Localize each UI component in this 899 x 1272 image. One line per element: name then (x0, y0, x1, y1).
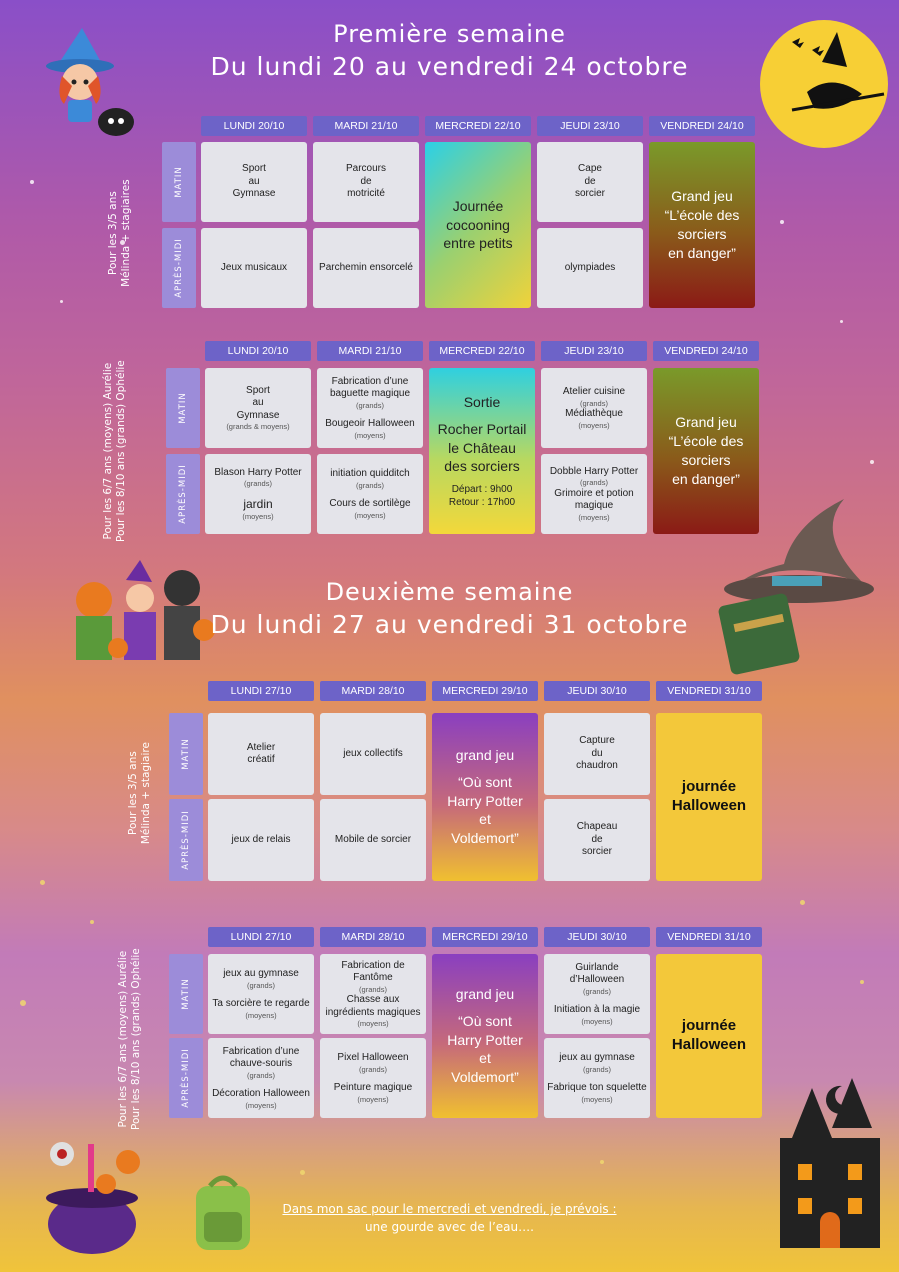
row-label-matin: MATIN (162, 142, 196, 222)
row-label-apres-midi: APRÈS-MIDI (166, 454, 200, 534)
side-label-staff: Mélinda + stagiaires (120, 179, 132, 287)
side-label-age-1: Pour les 6/7 ans (moyens) Aurélie (101, 362, 114, 540)
cell-tue-am: Parcours de motricité (313, 142, 419, 222)
week2-title-block (0, 578, 899, 639)
footer-line-1: Dans mon sac pour le mercredi et vendredi, je prévois : (282, 1202, 617, 1216)
row-label-apres-midi: APRÈS-MIDI (169, 799, 203, 881)
cell-fri-all-day: Grand jeu “L’école des sorciers en danger” (653, 368, 759, 534)
sparkle (860, 980, 864, 984)
cell-mon-am: Sport au Gymnase (grands & moyens) (205, 368, 311, 448)
week1-subtitle: Du lundi 20 au vendredi 24 octobre (210, 52, 689, 81)
cell-mon-pm: Blason Harry Potter (grands) jardin (moyens) (205, 454, 311, 534)
cell-tue-pm: Pixel Halloween (grands) Peinture magique (moyens) (320, 1038, 426, 1118)
cell-wed-all-day: Sortie Rocher Portail le Château des sorciers Départ : 9h00 Retour : 17h00 (429, 368, 535, 534)
cell-mon-pm: jeux de relais (208, 799, 314, 881)
cell-thu-pm: olympiades (537, 228, 643, 308)
week2-group2-side-label (117, 909, 143, 1169)
sparkle (20, 1000, 26, 1006)
cell-mon-pm: Jeux musicaux (201, 228, 307, 308)
cell-tue-pm: Mobile de sorcier (320, 799, 426, 881)
week2-group1-side-label (127, 663, 153, 923)
sparkle (40, 880, 45, 885)
day-header-tue: MARDI 28/10 (320, 681, 426, 701)
row-label-apres-midi: APRÈS-MIDI (162, 228, 196, 308)
sparkle (90, 920, 94, 924)
day-header-mon: LUNDI 27/10 (208, 927, 314, 947)
sparkle (780, 220, 784, 224)
cell-thu-pm: jeux au gymnase (grands) Fabrique ton squelette (moyens) (544, 1038, 650, 1118)
sparkle (800, 900, 805, 905)
cell-thu-am: Atelier cuisine (grands) Médiathèque (moyens) (541, 368, 647, 448)
sparkle (840, 320, 843, 323)
row-label-matin: MATIN (169, 713, 203, 795)
cell-wed-all-day: grand jeu “Où sont Harry Potter et Voldemort” (432, 954, 538, 1118)
week1-group2-side-label (102, 321, 128, 581)
sparkle (870, 460, 874, 464)
footer-line-2: une gourde avec de l’eau…. (365, 1220, 534, 1234)
cell-thu-pm: Chapeau de sorcier (544, 799, 650, 881)
day-header-thu: JEUDI 23/10 (541, 341, 647, 361)
sparkle (600, 1160, 604, 1164)
day-header-mon: LUNDI 20/10 (201, 116, 307, 136)
side-label-staff: Mélinda + stagiaire (140, 742, 152, 845)
cell-fri-all-day: journée Halloween (656, 713, 762, 881)
day-header-fri: VENDREDI 24/10 (649, 116, 755, 136)
cell-tue-am: Fabrication de Fantôme (grands) Chasse aux ingrédients magiques (moyens) (320, 954, 426, 1034)
day-header-wed: MERCREDI 29/10 (432, 927, 538, 947)
side-label-age-2: Pour les 8/10 ans (grands) Ophélie (130, 948, 142, 1131)
side-label-age-1: Pour les 6/7 ans (moyens) Aurélie (116, 950, 129, 1128)
day-header-thu: JEUDI 30/10 (544, 927, 650, 947)
day-header-fri: VENDREDI 31/10 (656, 927, 762, 947)
cell-tue-am: Fabrication d’une baguette magique (grands) Bougeoir Halloween (moyens) (317, 368, 423, 448)
day-header-mon: LUNDI 20/10 (205, 341, 311, 361)
cell-mon-am: Sport au Gymnase (201, 142, 307, 222)
cell-thu-pm: Dobble Harry Potter (grands) Grimoire et potion magique (moyens) (541, 454, 647, 534)
day-header-fri: VENDREDI 24/10 (653, 341, 759, 361)
cell-fri-all-day: Grand jeu “L’école des sorciers en danger” (649, 142, 755, 308)
sparkle (60, 300, 63, 303)
side-label-age: Pour les 3/5 ans (106, 191, 119, 275)
day-header-tue: MARDI 28/10 (320, 927, 426, 947)
day-header-tue: MARDI 21/10 (313, 116, 419, 136)
day-header-thu: JEUDI 23/10 (537, 116, 643, 136)
week2-subtitle: Du lundi 27 au vendredi 31 octobre (210, 610, 689, 639)
cell-fri-all-day: journée Halloween (656, 954, 762, 1118)
side-label-age: Pour les 3/5 ans (126, 751, 139, 835)
week2-title: Deuxième semaine (325, 578, 574, 606)
cell-mon-am: jeux au gymnase (grands) Ta sorcière te regarde (moyens) (208, 954, 314, 1034)
week1-title-block (0, 20, 899, 81)
cell-tue-pm: Parchemin ensorcelé (313, 228, 419, 308)
footer-note (220, 1200, 679, 1236)
sparkle (300, 1170, 305, 1175)
day-header-mon: LUNDI 27/10 (208, 681, 314, 701)
day-header-wed: MERCREDI 29/10 (432, 681, 538, 701)
cell-tue-am: jeux collectifs (320, 713, 426, 795)
sparkle (30, 180, 34, 184)
cell-thu-am: Guirlande d’Halloween (grands) Initiation à la magie (moyens) (544, 954, 650, 1034)
cell-tue-pm: initiation quidditch (grands) Cours de sortilège (moyens) (317, 454, 423, 534)
cell-wed-all-day: Journée cocooning entre petits (425, 142, 531, 308)
row-label-apres-midi: APRÈS-MIDI (169, 1038, 203, 1118)
side-label-age-2: Pour les 8/10 ans (grands) Ophélie (115, 360, 127, 543)
cell-mon-am: Atelier créatif (208, 713, 314, 795)
cell-mon-pm: Fabrication d’une chauve-souris (grands) Décoration Halloween (moyens) (208, 1038, 314, 1118)
cell-thu-am: Capture du chaudron (544, 713, 650, 795)
haunted-house-illustration (762, 1068, 894, 1258)
day-header-wed: MERCREDI 22/10 (425, 116, 531, 136)
day-header-fri: VENDREDI 31/10 (656, 681, 762, 701)
day-header-wed: MERCREDI 22/10 (429, 341, 535, 361)
day-header-thu: JEUDI 30/10 (544, 681, 650, 701)
day-header-tue: MARDI 21/10 (317, 341, 423, 361)
week1-title: Première semaine (333, 20, 566, 48)
row-label-matin: MATIN (169, 954, 203, 1034)
row-label-matin: MATIN (166, 368, 200, 448)
cell-wed-all-day: grand jeu “Où sont Harry Potter et Voldemort” (432, 713, 538, 881)
cell-thu-am: Cape de sorcier (537, 142, 643, 222)
